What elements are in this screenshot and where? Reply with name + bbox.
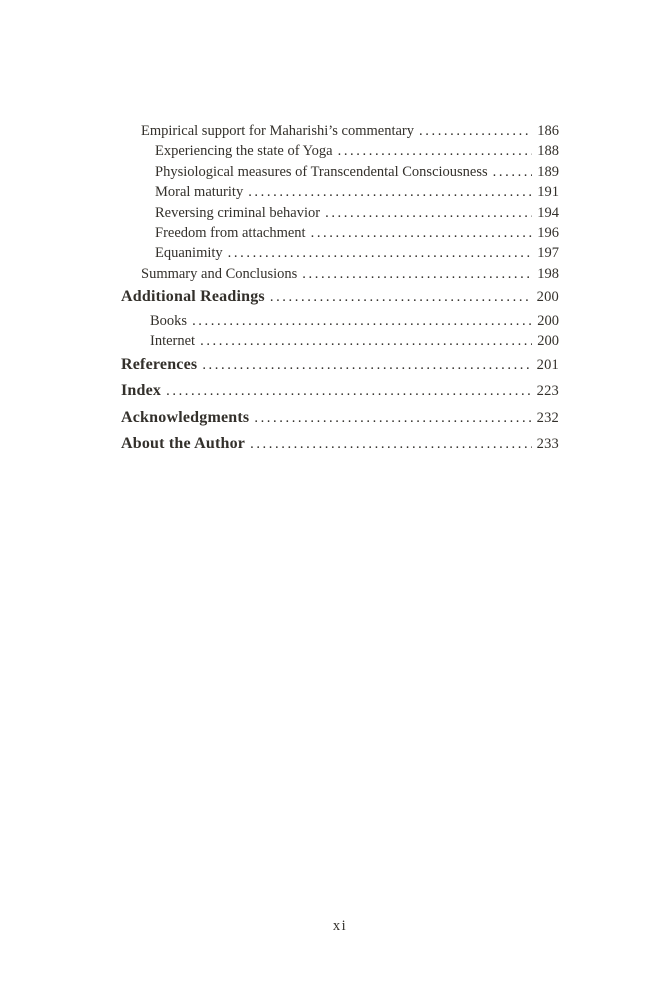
toc-entry: [121, 331, 559, 351]
toc-entry-page: 198: [537, 265, 559, 282]
dot-leader: [250, 431, 532, 458]
toc-entry-label: Reversing criminal behavior: [155, 204, 321, 221]
toc-entry-label: Equanimity: [155, 245, 223, 262]
toc-entry-page: 233: [536, 436, 559, 453]
toc-entry: [121, 431, 559, 458]
table-of-contents: [121, 121, 559, 458]
toc-entry-label: Moral maturity: [155, 184, 244, 201]
toc-entry: [121, 264, 559, 284]
toc-entry-page: 232: [536, 409, 559, 426]
toc-entry: [121, 182, 559, 202]
dot-leader: [338, 141, 533, 161]
toc-entry-label: Index: [121, 382, 162, 400]
toc-entry-label: About the Author: [121, 435, 246, 453]
toc-entry: [121, 352, 559, 379]
dot-leader: [325, 203, 532, 223]
dot-leader: [311, 223, 533, 243]
toc-entry-label: Summary and Conclusions: [141, 265, 298, 282]
toc-entry-page: 189: [537, 163, 559, 180]
dot-leader: [166, 378, 532, 405]
toc-entry: [121, 223, 559, 243]
folio-page-number: xi: [332, 918, 348, 934]
dot-leader: [248, 182, 532, 202]
dot-leader: [302, 264, 532, 284]
toc-entry: [121, 162, 559, 182]
toc-entry: [121, 141, 559, 161]
toc-entry: [121, 284, 559, 311]
toc-entry-label: Books: [150, 312, 188, 329]
toc-entry-label: Empirical support for Maharishi’s commentary: [141, 123, 415, 139]
toc-entry-label: Freedom from attachment: [155, 225, 306, 242]
dot-leader: [200, 331, 532, 351]
toc-entry-label: Experiencing the state of Yoga: [155, 143, 333, 160]
toc-entry: [121, 243, 559, 263]
toc-entry-page: 201: [536, 356, 559, 373]
toc-entry-page: 188: [537, 143, 559, 160]
toc-entry-label: Physiological measures of Transcendental Consciousness: [155, 163, 488, 180]
toc-entry-page: 191: [537, 184, 559, 201]
toc-entry-page: 200: [536, 289, 559, 306]
dot-leader: [270, 284, 532, 311]
toc-entry-page: 200: [537, 333, 559, 350]
toc-entry: [121, 378, 559, 405]
toc-entry-label: References: [121, 355, 198, 373]
toc-entry-page: 194: [537, 204, 559, 221]
toc-entry: [121, 203, 559, 223]
dot-leader: [493, 162, 533, 182]
toc-entry: [121, 121, 559, 141]
toc-entry: [121, 311, 559, 331]
toc-entry: [121, 405, 559, 432]
toc-entry-label: Additional Readings: [121, 288, 265, 306]
dot-leader: [419, 121, 532, 141]
dot-leader: [202, 352, 531, 379]
toc-entry-page: 196: [537, 225, 559, 242]
toc-entry-page: 186: [537, 123, 559, 139]
toc-entry-page: 223: [536, 383, 559, 400]
toc-entry-page: 200: [537, 312, 559, 329]
dot-leader: [254, 405, 531, 432]
dot-leader: [192, 311, 532, 331]
dot-leader: [228, 243, 533, 263]
toc-entry-label: Acknowledgments: [121, 408, 250, 426]
toc-entry-page: 197: [537, 245, 559, 262]
toc-entry-label: Internet: [150, 333, 196, 350]
